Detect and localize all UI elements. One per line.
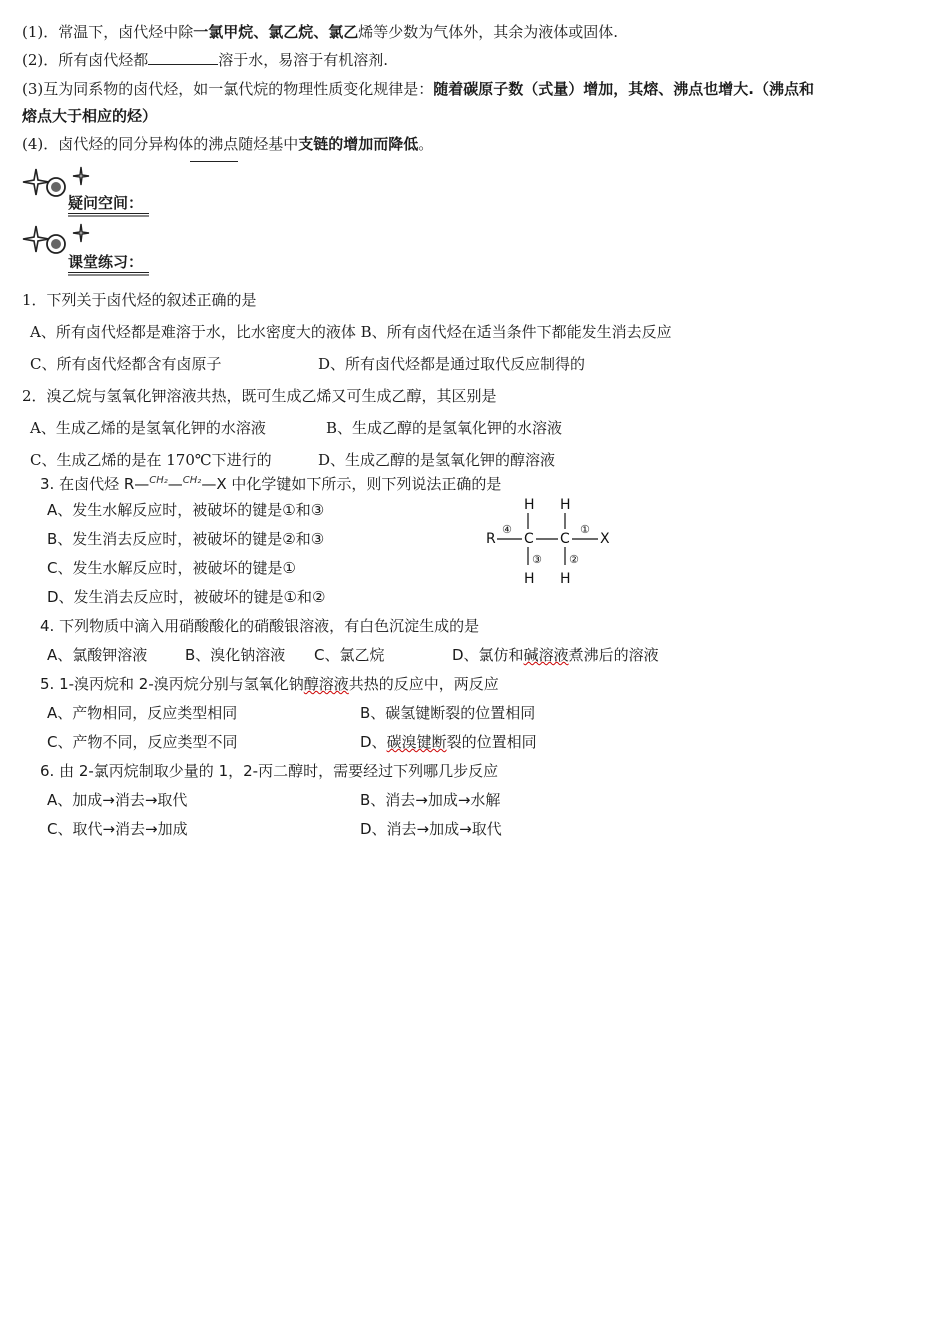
question-3-option-a[interactable]: A、发生水解反应时，被破坏的键是①和③: [47, 501, 325, 519]
bond-label-2: ②: [569, 553, 579, 566]
question-2-option-d[interactable]: D、生成乙醇的是氢氧化钾的醇溶液: [318, 451, 556, 469]
molecule-structure-diagram: [480, 495, 620, 595]
property-2-text: (2)．所有卤代烃都: [22, 51, 149, 69]
question-2-option-b[interactable]: B、生成乙醇的是氢氧化钾的水溶液: [326, 419, 563, 437]
question-4-option-d-text: D、氯仿和: [452, 646, 524, 664]
question-5-option-d-text: D、: [360, 733, 387, 751]
ch2-group: CH₂: [182, 475, 202, 486]
spellcheck-underline: 碱溶液: [523, 646, 569, 664]
question-2-option-c[interactable]: C、生成乙烯的是在 170℃下进行的: [30, 451, 272, 469]
question-3-option-b[interactable]: B、发生消去反应时，被破坏的键是②和③: [47, 530, 325, 548]
ch2-group: CH₂: [149, 475, 168, 486]
question-4-option-b[interactable]: B、溴化钠溶液: [185, 646, 286, 664]
question-1-option-d[interactable]: D、所有卤代烃都是通过取代反应制得的: [318, 355, 586, 373]
question-5-option-b[interactable]: B、碳氢键断裂的位置相同: [360, 704, 536, 722]
property-2-tail: 溶于水，易溶于有机溶剂.: [218, 51, 389, 69]
property-3: [22, 79, 814, 99]
atom-h-bottom-right: H: [560, 571, 571, 587]
question-5-stem-text: 5. 1-溴丙烷和 2-溴丙烷分别与氢氧化钠: [40, 675, 304, 693]
question-4-option-a[interactable]: A、氯酸钾溶液: [47, 646, 148, 664]
question-5-option-d-tail: 裂的位置相同: [446, 733, 537, 751]
property-1-bold: 一氯甲烷、氯乙烷、氯乙: [193, 23, 359, 41]
question-4-option-d-tail: 煮沸后的溶液: [568, 646, 659, 664]
property-4-bold: 支链的增加而降低: [298, 135, 419, 153]
question-6-option-d[interactable]: D、消去→加成→取代: [360, 820, 502, 838]
property-1-text: (1)．常温下，卤代烃中除: [22, 23, 194, 41]
bond-label-1: ①: [580, 523, 590, 536]
atom-c1: C: [524, 531, 534, 547]
bond-label-3: ③: [532, 553, 542, 566]
atom-r: R: [486, 531, 496, 547]
question-5-option-d[interactable]: [360, 732, 537, 752]
question-6-option-c[interactable]: C、取代→消去→加成: [47, 820, 188, 838]
question-2-stem: 2．溴乙烷与氢氧化钾溶液共热，既可生成乙烯又可生成乙醇，其区别是: [22, 387, 497, 405]
property-4: [22, 134, 433, 154]
question-1-option-ab[interactable]: A、所有卤代烃都是难溶于水，比水密度大的液体 B、所有卤代烃在适当条件下都能发生消去反应: [30, 323, 672, 341]
divider-short: [190, 161, 238, 162]
question-6-stem: 6. 由 2-氯丙烷制取少量的 1，2-丙二醇时，需要经过下列哪几步反应: [40, 762, 499, 780]
question-3-stem: [40, 471, 501, 494]
question-6-option-b[interactable]: B、消去→加成→水解: [360, 791, 501, 809]
question-1-stem: 1．下列关于卤代烃的叙述正确的是: [22, 291, 257, 309]
question-5-option-c[interactable]: C、产物不同，反应类型不同: [47, 733, 238, 751]
atom-x: X: [600, 531, 610, 547]
question-6-option-a[interactable]: A、加成→消去→取代: [47, 791, 188, 809]
spellcheck-underline: 醇溶液: [303, 675, 349, 693]
question-1-option-c[interactable]: C、所有卤代烃都含有卤原子: [30, 355, 222, 373]
property-3-continued: 熔点大于相应的烃）: [22, 107, 158, 125]
question-5-stem: [40, 674, 499, 694]
property-1: [22, 22, 618, 42]
property-4-tail: 。: [418, 135, 434, 153]
bond-dash: —: [167, 475, 183, 493]
property-3-text: (3)互为同系物的卤代烃，如一氯代烷的物理性质变化规律是：: [22, 80, 434, 98]
question-3-option-d[interactable]: D、发生消去反应时，被破坏的键是①和②: [47, 588, 326, 606]
spellcheck-underline: 碳溴键断: [386, 733, 447, 751]
question-4-stem: 4. 下列物质中滴入用硝酸酸化的硝酸银溶液，有白色沉淀生成的是: [40, 617, 480, 635]
question-3-option-c[interactable]: C、发生水解反应时，被破坏的键是①: [47, 559, 296, 577]
property-2: [22, 50, 388, 70]
section-title-questions: 疑问空间：: [68, 192, 149, 214]
question-5-option-a[interactable]: A、产物相同，反应类型相同: [47, 704, 238, 722]
bond-label-4: ④: [502, 523, 512, 536]
section-title-practice: 课堂练习：: [68, 251, 149, 273]
question-2-option-a[interactable]: A、生成乙烯的是氢氧化钾的水溶液: [30, 419, 266, 437]
atom-h-bottom-left: H: [524, 571, 535, 587]
property-3-bold: 随着碳原子数（式量）增加，其熔、沸点也增大.（沸点和: [433, 80, 814, 98]
atom-h-top-left: H: [524, 497, 535, 513]
question-4-option-d[interactable]: [452, 645, 659, 665]
question-3-stem-tail: —X 中化学键如下所示，则下列说法正确的是: [201, 475, 502, 493]
atom-h-top-right: H: [560, 497, 571, 513]
fill-in-blank[interactable]: [148, 50, 218, 65]
property-1-tail: 烯等少数为气体外，其余为液体或固体.: [358, 23, 619, 41]
question-5-stem-tail: 共热的反应中，两反应: [348, 675, 499, 693]
atom-c2: C: [560, 531, 570, 547]
question-3-stem-text: 3. 在卤代烃 R—: [40, 475, 150, 493]
property-4-text: (4)．卤代烃的同分异构体的沸点随烃基中: [22, 135, 299, 153]
question-4-option-c[interactable]: C、氯乙烷: [314, 646, 385, 664]
